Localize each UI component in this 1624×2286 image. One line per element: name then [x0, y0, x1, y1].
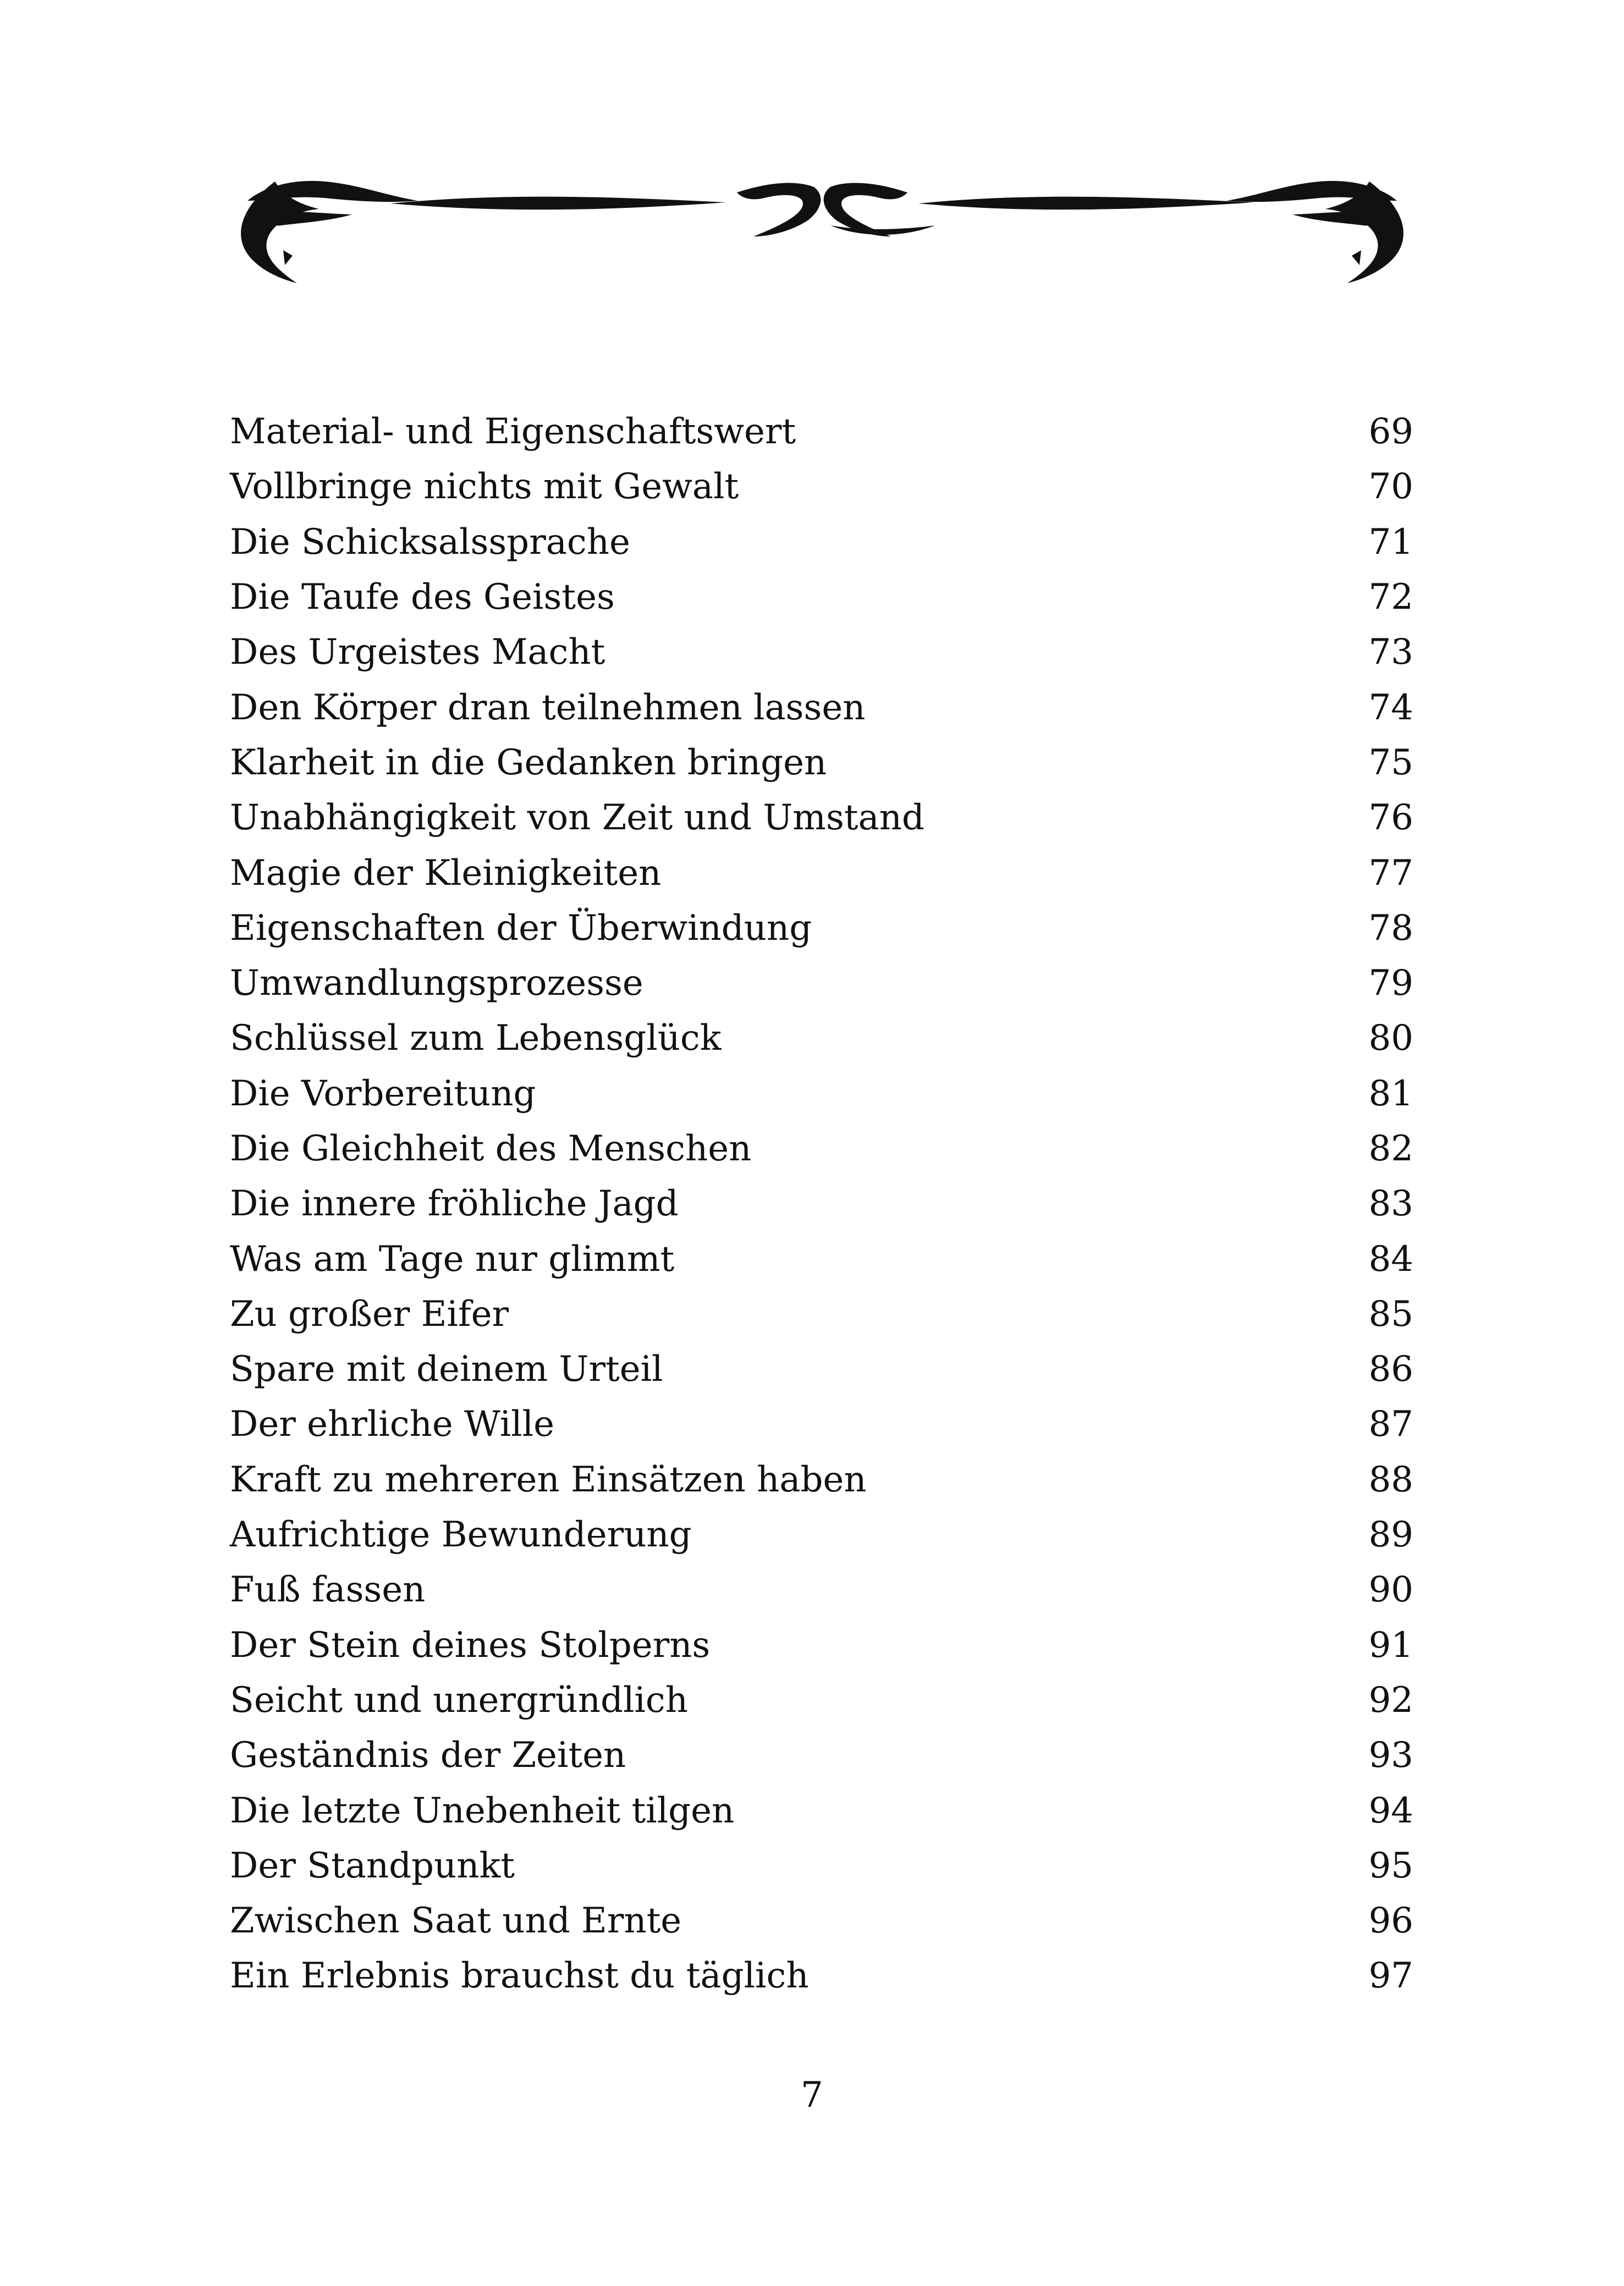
toc-entry-title: Die Taufe des Geistes: [230, 577, 615, 618]
toc-entry-page: 96: [1368, 1901, 1413, 1942]
toc-entry: [230, 459, 1413, 514]
toc-entry-title: Die innere fröhliche Jagd: [230, 1183, 679, 1225]
toc-entry: [230, 1507, 1413, 1562]
toc-entry-title: Die Gleichheit des Menschen: [230, 1128, 752, 1169]
toc-entry-title: Klarheit in die Gedanken bringen: [230, 742, 827, 783]
toc-entry: [230, 1618, 1413, 1673]
toc-entry-page: 89: [1368, 1514, 1413, 1556]
toc-entry-page: 82: [1368, 1128, 1413, 1169]
toc-entry-page: 83: [1368, 1183, 1413, 1225]
toc-entry: [230, 1176, 1413, 1231]
toc-entry-page: 73: [1368, 632, 1413, 673]
toc-entry-page: 84: [1368, 1238, 1413, 1280]
toc-entry: [230, 790, 1413, 845]
toc-entry: [230, 1121, 1413, 1176]
toc-entry-title: Der ehrliche Wille: [230, 1404, 554, 1445]
toc-entry-title: Der Stein deines Stolperns: [230, 1624, 711, 1666]
toc-entry-title: Vollbringe nichts mit Gewalt: [230, 466, 739, 508]
toc-entry-page: 71: [1368, 521, 1413, 563]
toc-entry: [230, 1287, 1413, 1342]
toc-entry-title: Des Urgeistes Macht: [230, 632, 605, 673]
toc-entry: [230, 515, 1413, 570]
toc-entry: [230, 845, 1413, 900]
toc-entry-page: 95: [1368, 1845, 1413, 1886]
toc-entry-title: Unabhängigkeit von Zeit und Umstand: [230, 797, 924, 839]
toc-entry-page: 90: [1368, 1569, 1413, 1611]
toc-entry-title: Umwandlungsprozesse: [230, 963, 643, 1004]
toc-entry: [230, 1452, 1413, 1507]
toc-entry-title: Was am Tage nur glimmt: [230, 1238, 675, 1280]
toc-entry-title: Den Körper dran teilnehmen lassen: [230, 687, 866, 728]
toc-entry-title: Die letzte Unebenheit tilgen: [230, 1790, 735, 1831]
toc-entry: [230, 570, 1413, 625]
toc-entry-page: 80: [1368, 1018, 1413, 1059]
page-number: 7: [801, 2075, 823, 2116]
toc-entry-page: 94: [1368, 1790, 1413, 1831]
toc-entry-page: 85: [1368, 1293, 1413, 1335]
toc-entry: [230, 1893, 1413, 1948]
toc-entry-title: Zu großer Eifer: [230, 1293, 509, 1335]
toc-entry-title: Zwischen Saat und Ernte: [230, 1901, 682, 1942]
toc-entry-title: Seicht und unergründlich: [230, 1679, 688, 1721]
table-of-contents: [230, 404, 1413, 2004]
toc-entry-page: 72: [1368, 577, 1413, 618]
toc-entry-title: Material- und Eigenschaftswert: [230, 411, 796, 453]
toc-entry: [230, 680, 1413, 735]
toc-entry: [230, 1066, 1413, 1121]
toc-entry-page: 69: [1368, 411, 1413, 453]
toc-entry: [230, 625, 1413, 680]
toc-entry-page: 78: [1368, 907, 1413, 949]
toc-entry-page: 79: [1368, 963, 1413, 1004]
toc-entry-page: 74: [1368, 687, 1413, 728]
toc-entry-page: 91: [1368, 1624, 1413, 1666]
toc-entry-title: Magie der Kleinigkeiten: [230, 852, 662, 894]
toc-entry: [230, 1011, 1413, 1066]
toc-entry-page: 81: [1368, 1073, 1413, 1114]
toc-entry-page: 93: [1368, 1735, 1413, 1776]
toc-entry-title: Ein Erlebnis brauchst du täglich: [230, 1956, 809, 1997]
toc-entry-page: 76: [1368, 797, 1413, 839]
toc-entry-page: 77: [1368, 852, 1413, 894]
toc-entry-title: Fuß fassen: [230, 1569, 426, 1611]
toc-entry: [230, 1783, 1413, 1838]
toc-entry: [230, 1231, 1413, 1286]
toc-entry: [230, 1397, 1413, 1452]
toc-entry: [230, 1673, 1413, 1728]
toc-entry-page: 75: [1368, 742, 1413, 783]
toc-entry-title: Der Standpunkt: [230, 1845, 515, 1886]
toc-entry: [230, 956, 1413, 1011]
toc-entry: [230, 404, 1413, 459]
toc-entry-page: 92: [1368, 1679, 1413, 1721]
toc-entry: [230, 1948, 1413, 2003]
toc-entry-page: 88: [1368, 1459, 1413, 1500]
toc-entry-title: Spare mit deinem Urteil: [230, 1349, 663, 1390]
art-nouveau-flourish-icon: [231, 148, 1413, 291]
toc-entry-page: 97: [1368, 1956, 1413, 1997]
toc-entry: [230, 1728, 1413, 1783]
toc-entry-title: Aufrichtige Bewunderung: [230, 1514, 692, 1556]
toc-entry-title: Eigenschaften der Überwindung: [230, 907, 812, 949]
toc-entry: [230, 901, 1413, 956]
toc-entry-title: Schlüssel zum Lebensglück: [230, 1018, 722, 1059]
toc-entry: [230, 1342, 1413, 1397]
toc-entry-title: Die Schicksalssprache: [230, 521, 630, 563]
toc-entry-title: Kraft zu mehreren Einsätzen haben: [230, 1459, 867, 1500]
toc-entry-title: Geständnis der Zeiten: [230, 1735, 626, 1776]
toc-entry-title: Die Vorbereitung: [230, 1073, 536, 1114]
toc-entry: [230, 1838, 1413, 1893]
toc-entry-page: 70: [1368, 466, 1413, 508]
toc-entry: [230, 1562, 1413, 1617]
toc-entry: [230, 735, 1413, 790]
toc-entry-page: 86: [1368, 1349, 1413, 1390]
toc-entry-page: 87: [1368, 1404, 1413, 1445]
